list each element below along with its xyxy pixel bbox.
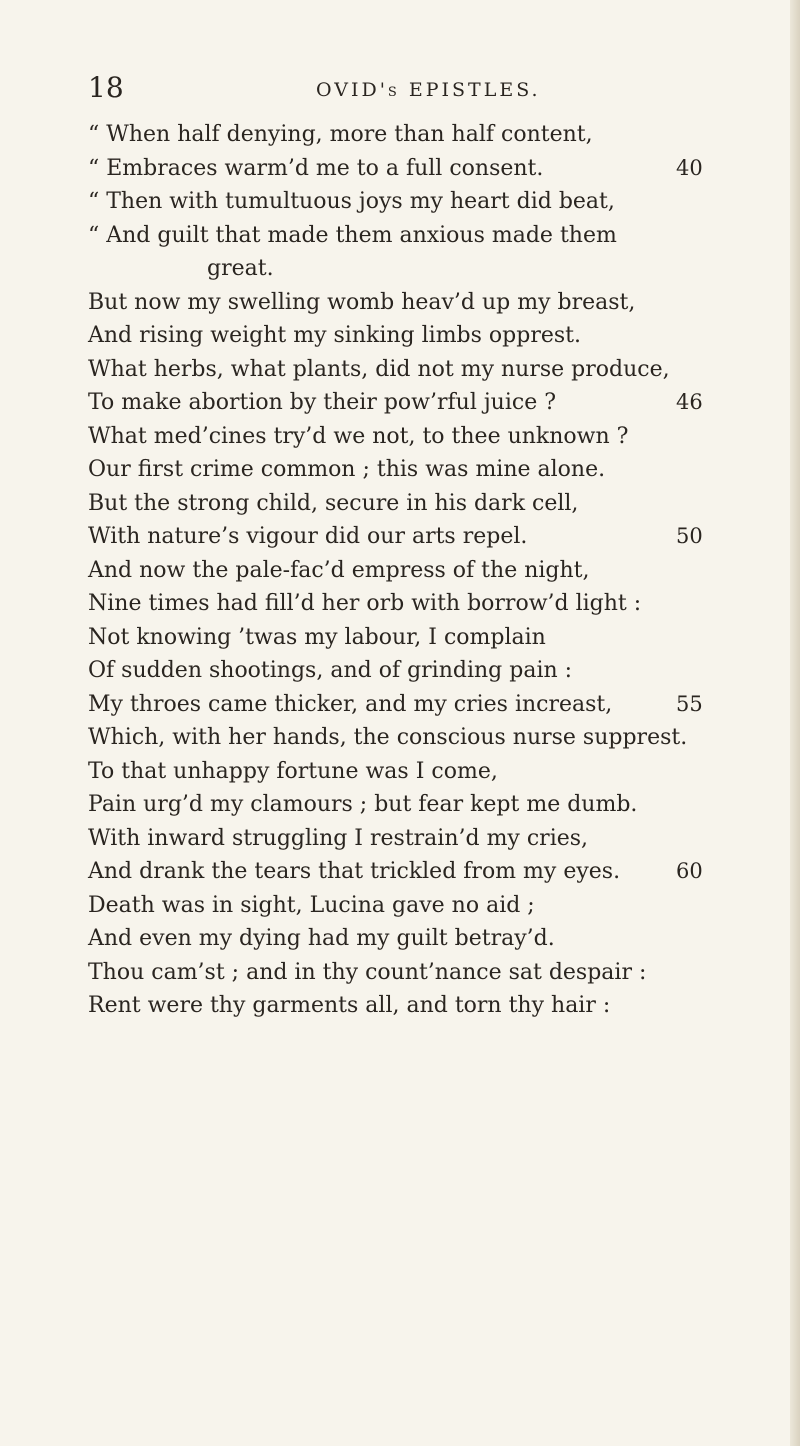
poem-line bbox=[88, 420, 788, 454]
poem-line bbox=[88, 989, 788, 1023]
line-text: With nature’s vigour did our arts repel. bbox=[88, 524, 528, 549]
line-number: 50 bbox=[676, 524, 703, 548]
line-text: Death was in sight, Lucina gave no aid ; bbox=[88, 892, 535, 918]
line-text: great. bbox=[207, 256, 274, 281]
line-text: “ And guilt that made them anxious made them bbox=[88, 222, 617, 248]
line-number: 55 bbox=[676, 691, 703, 716]
line-text: With inward struggling I restrain’d my cries, bbox=[88, 825, 589, 851]
poem-line bbox=[88, 252, 788, 286]
line-text: “ When half denying, more than half content, bbox=[88, 122, 593, 147]
line-text: “ Then with tumultuous joys my heart did beat, bbox=[88, 189, 615, 214]
line-text: What herbs, what plants, did not my nurse produce, bbox=[88, 356, 670, 382]
poem-text bbox=[88, 118, 788, 1023]
page-header bbox=[88, 68, 708, 108]
line-text: My throes came thicker, and my cries increast, bbox=[88, 691, 613, 717]
line-number: 60 bbox=[676, 859, 703, 883]
line-text: What med’cines try’d we not, to thee unknown ? bbox=[88, 423, 629, 449]
line-text: And rising weight my sinking limbs opprest. bbox=[88, 323, 581, 348]
poem-line bbox=[88, 621, 788, 655]
poem-line bbox=[88, 554, 788, 588]
poem-line bbox=[88, 152, 788, 186]
poem-line bbox=[88, 487, 788, 521]
page-edge bbox=[790, 0, 800, 1446]
poem-line bbox=[88, 185, 788, 219]
poem-line bbox=[88, 788, 788, 822]
poem-line bbox=[88, 922, 788, 956]
poem-line bbox=[88, 822, 788, 856]
poem-line bbox=[88, 755, 788, 789]
poem-line bbox=[88, 386, 788, 420]
line-text: Rent were thy garments all, and torn thy hair : bbox=[88, 993, 611, 1018]
poem-line bbox=[88, 855, 788, 889]
line-number: 46 bbox=[676, 390, 703, 414]
line-text: Which, with her hands, the conscious nurse supprest. bbox=[88, 725, 688, 750]
line-text: But the strong child, secure in his dark cell, bbox=[88, 490, 579, 516]
poem-line bbox=[88, 889, 788, 923]
line-text: But now my swelling womb heav’d up my breast, bbox=[88, 289, 636, 315]
poem-line bbox=[88, 956, 788, 990]
line-text: Of sudden shootings, and of grinding pain : bbox=[88, 658, 573, 683]
poem-line bbox=[88, 721, 788, 755]
line-text: Thou cam’st ; and in thy count’nance sat despair : bbox=[88, 959, 647, 985]
page-number: 18 bbox=[88, 71, 124, 104]
line-text: And even my dying had my guilt betray’d. bbox=[88, 926, 555, 951]
line-text: And now the pale-fac’d empress of the night, bbox=[88, 557, 590, 583]
line-number: 40 bbox=[676, 155, 703, 180]
poem-line bbox=[88, 118, 788, 152]
line-text: “ Embraces warm’d me to a full consent. bbox=[88, 155, 544, 181]
line-text: To that unhappy fortune was I come, bbox=[88, 758, 498, 784]
poem-line bbox=[88, 319, 788, 353]
poem-line bbox=[88, 286, 788, 320]
poem-line bbox=[88, 688, 788, 722]
running-title: OVID's EPISTLES. bbox=[316, 79, 541, 101]
poem-line bbox=[88, 654, 788, 688]
poem-line bbox=[88, 219, 788, 253]
poem-line bbox=[88, 353, 788, 387]
poem-line bbox=[88, 587, 788, 621]
line-text: To make abortion by their pow’rful juice ? bbox=[88, 390, 557, 415]
poem-line bbox=[88, 520, 788, 554]
line-text: Pain urg’d my clamours ; but fear kept me dumb. bbox=[88, 792, 638, 817]
line-text: And drank the tears that trickled from my eyes. bbox=[88, 859, 621, 884]
line-text: Not knowing ’twas my labour, I complain bbox=[88, 624, 546, 650]
line-text: Our first crime common ; this was mine alone. bbox=[88, 457, 606, 482]
line-text: Nine times had fill’d her orb with borrow’d light : bbox=[88, 591, 642, 616]
poem-line bbox=[88, 453, 788, 487]
